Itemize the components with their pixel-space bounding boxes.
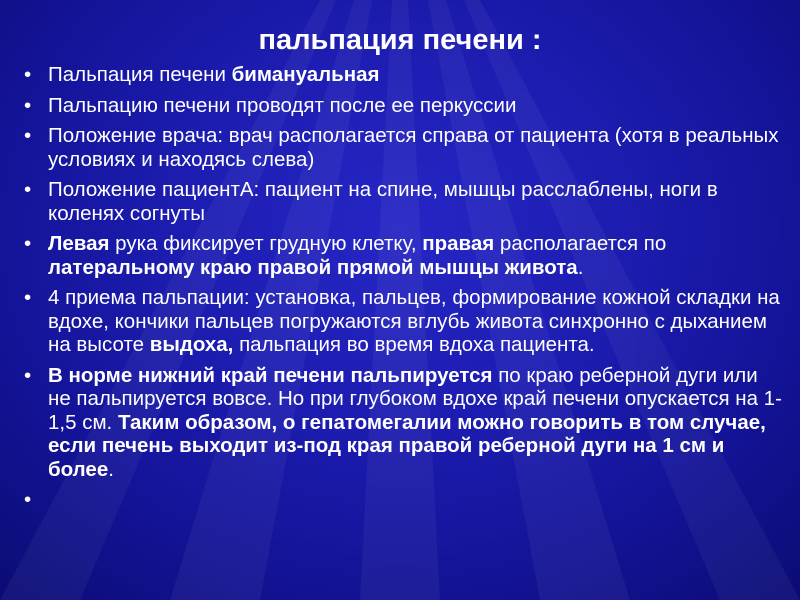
bold-text: В норме нижний край печени пальпируется [48,363,493,387]
slide-title: пальпация печени : [258,24,542,56]
text: Пальпация печени [48,63,232,86]
bullet-item [22,63,782,87]
bullet-marker: • [24,178,32,201]
bold-text: латеральному краю правой прямой мышцы живота [48,255,578,279]
text: рука фиксирует грудную клетку, [109,232,423,255]
bullet-item [22,364,782,482]
bullet-marker: • [24,124,32,147]
bullet-marker: • [24,63,32,86]
bullet-marker: • [24,488,32,511]
text: . [108,457,114,481]
bold-text: Таким образом, о гепатомегалии можно говорить в том случае, если печень выходит из-под края правой реберной дуги на 1 см и более [48,410,766,481]
text: Положение врача: врач располагается справа от пациента (хотя в реальных условиях и находясь слева) [48,124,779,171]
text: Пальпацию печени проводят после ее перкуссии [48,93,517,117]
bullet-marker: • [24,232,32,255]
bullet-item [22,94,782,118]
bullet-marker: • [24,286,32,309]
text: пальпация во время вдоха пациента. [233,333,595,356]
text: располагается по [494,232,667,255]
text: по краю реберной дуги или не пальпируется вовсе. Но при глубоком вдохе край печени опускается на 1-1,5 см. [48,363,782,434]
bullet-list [22,63,782,511]
bold-text: Левая [48,232,110,255]
bullet-item [22,232,782,279]
bold-text: выдоха, [149,333,234,356]
bold-text: правая [422,232,495,255]
bullet-item [22,178,782,225]
bullet-item [22,124,782,171]
bullet-marker: • [24,93,32,117]
bullet-marker: • [24,363,32,387]
bullet-item [22,286,782,357]
bold-text: бимануальная [231,63,380,86]
text: 4 приема пальпации: установка, пальцев, формирование кожной складки на вдохе, кончики пальцев погружаются вглубь живота синхронно с дыханием на высоте [48,286,780,356]
text: Положение пациентА: пациент на спине, мышцы расслаблены, ноги в коленях согнуты [48,178,718,225]
text: . [577,255,584,279]
